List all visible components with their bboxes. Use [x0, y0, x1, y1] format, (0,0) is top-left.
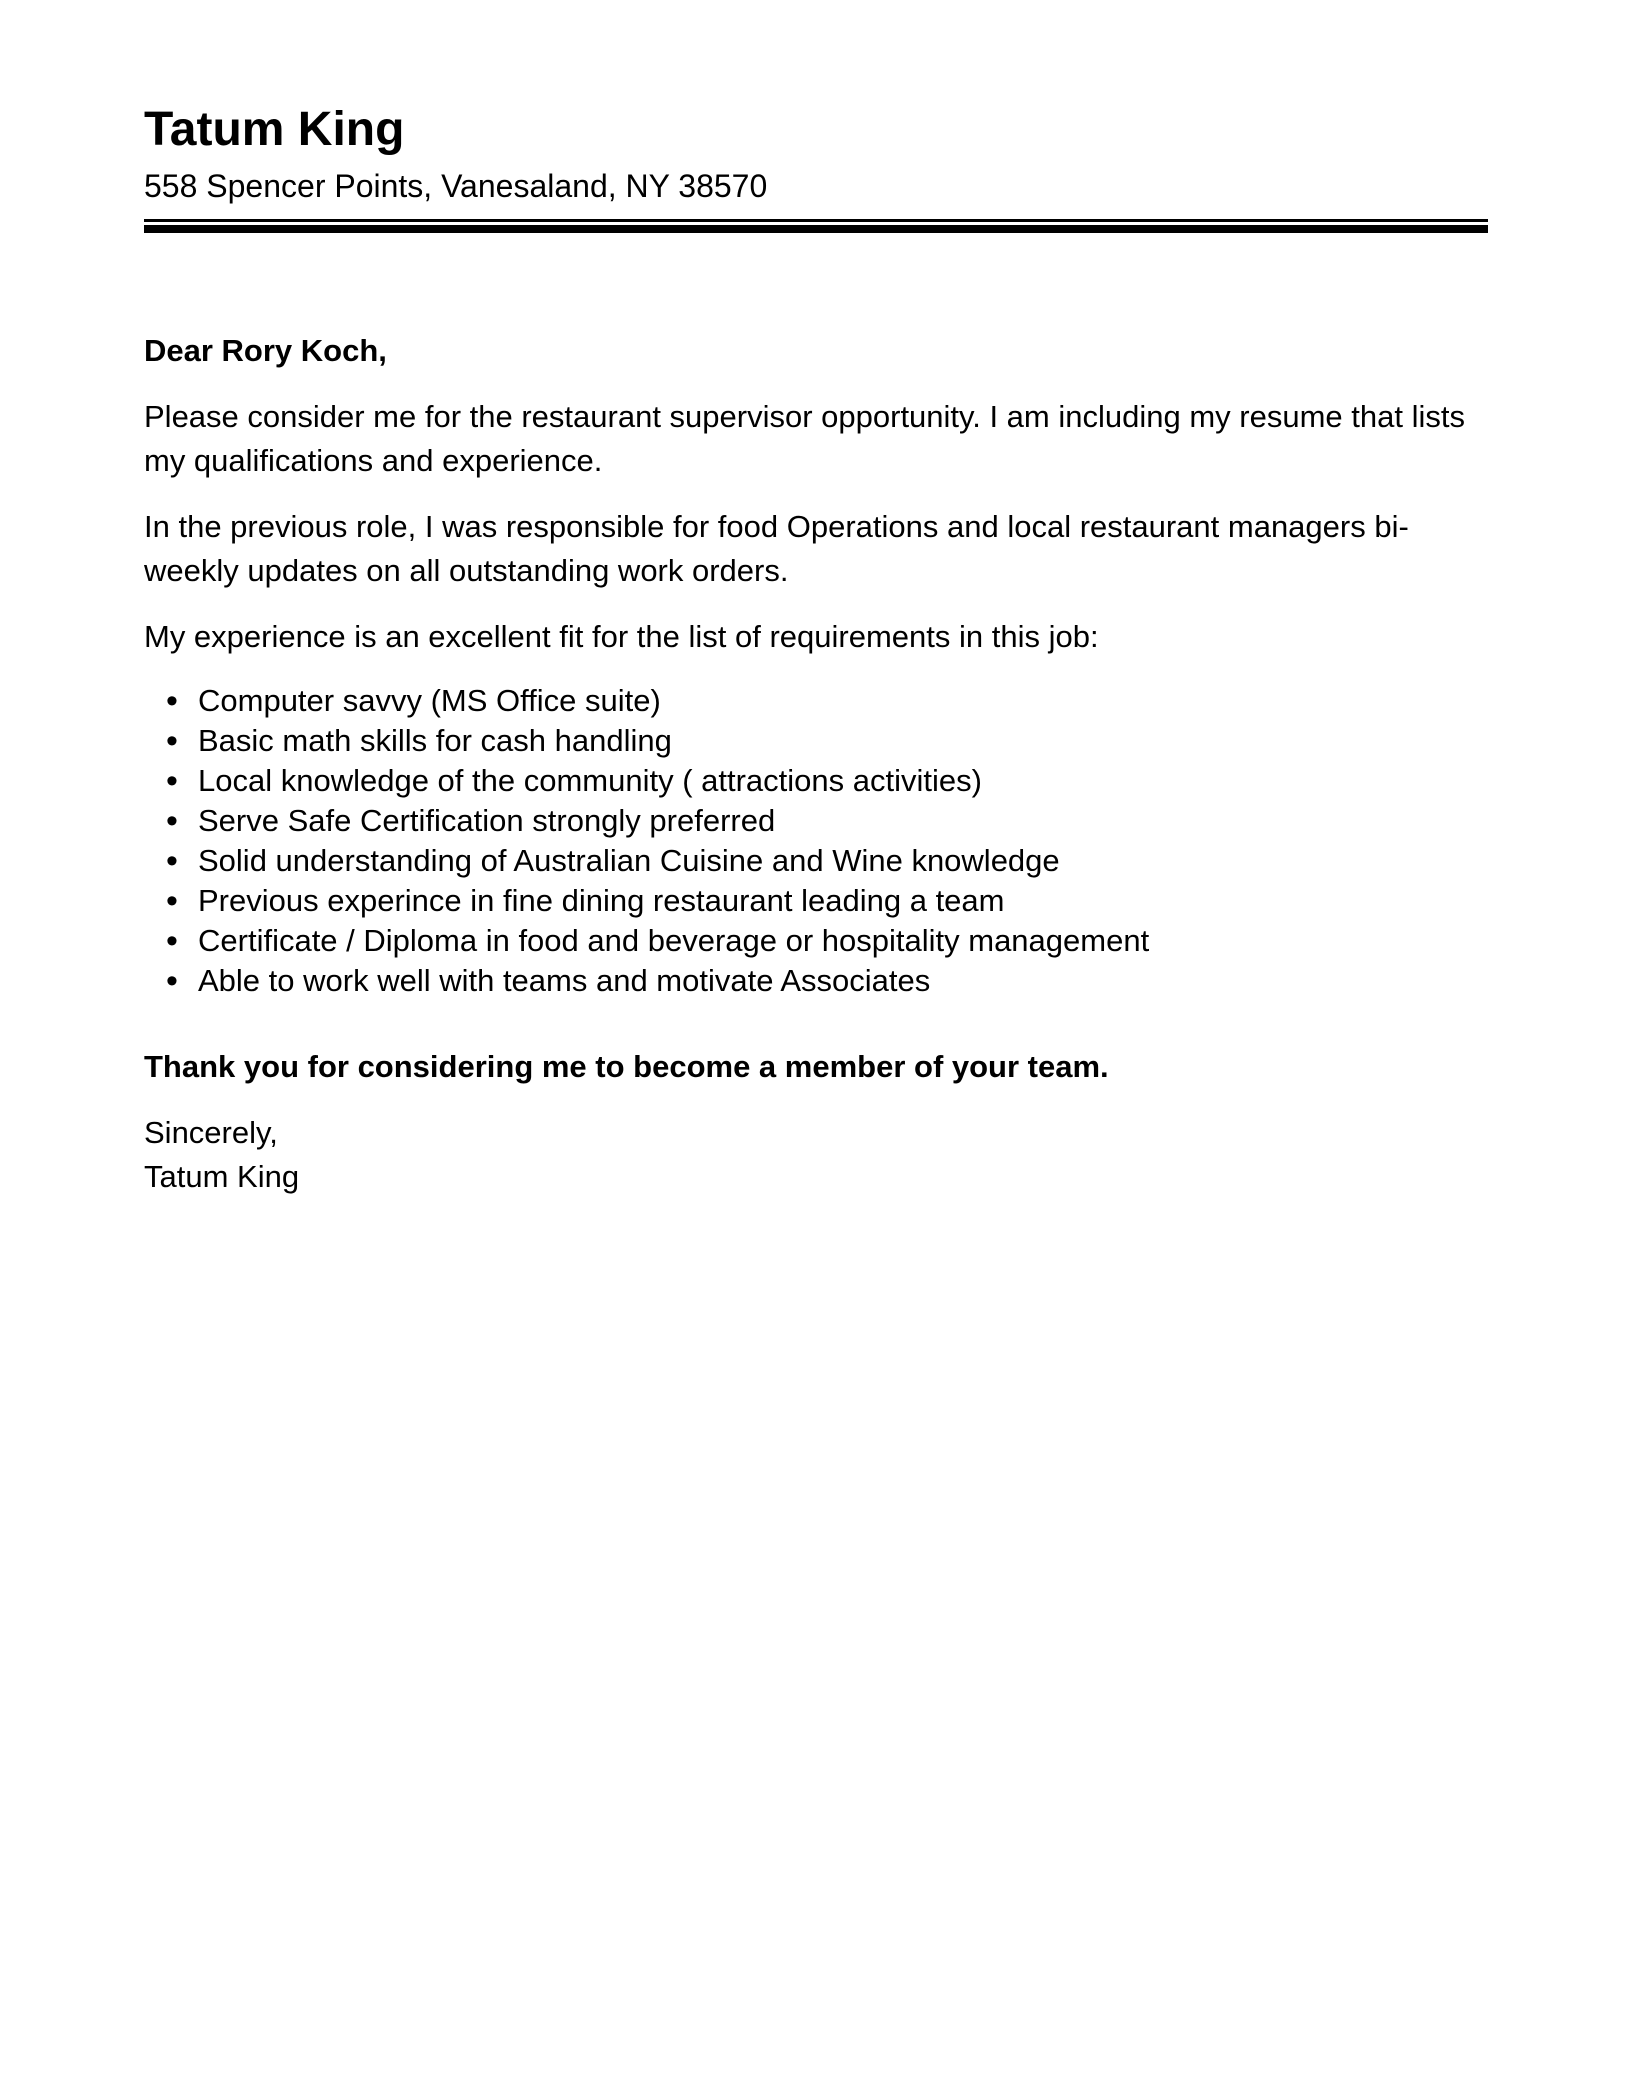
- requirements-list: [144, 681, 1488, 1001]
- letter-body: [144, 329, 1488, 1199]
- requirement-item: • Able to work well with teams and motivate Associates: [144, 961, 1488, 1001]
- requirement-item: • Local knowledge of the community ( attractions activities): [144, 761, 1488, 801]
- paragraph-previous-role: In the previous role, I was responsible for food Operations and local restaurant managers bi-weekly updates on all outstanding work orders.: [144, 509, 1409, 589]
- paragraph-fit: My experience is an excellent fit for the list of requirements in this job:: [144, 619, 1099, 655]
- divider-thick-rule: [144, 225, 1488, 233]
- signoff: Sincerely,: [144, 1115, 278, 1151]
- greeting: Dear Rory Koch,: [144, 333, 387, 369]
- requirement-item: • Certificate / Diploma in food and beverage or hospitality management: [144, 921, 1488, 961]
- requirement-item: • Computer savvy (MS Office suite): [144, 681, 1488, 721]
- requirement-item: • Serve Safe Certification strongly preferred: [144, 801, 1488, 841]
- requirement-item: • Basic math skills for cash handling: [144, 721, 1488, 761]
- header-divider: [144, 219, 1488, 233]
- paragraph-intro: Please consider me for the restaurant supervisor opportunity. I am including my resume that lists my qualifications and experience.: [144, 399, 1465, 479]
- letter-header: [144, 104, 1488, 233]
- requirement-item: • Previous experince in fine dining restaurant leading a team: [144, 881, 1488, 921]
- signature-name: Tatum King: [144, 1159, 300, 1195]
- sender-address: 558 Spencer Points, Vanesaland, NY 38570: [144, 167, 768, 204]
- sender-name: Tatum King: [144, 103, 405, 156]
- closing-thanks: Thank you for considering me to become a member of your team.: [144, 1049, 1109, 1085]
- requirement-item: • Solid understanding of Australian Cuisine and Wine knowledge: [144, 841, 1488, 881]
